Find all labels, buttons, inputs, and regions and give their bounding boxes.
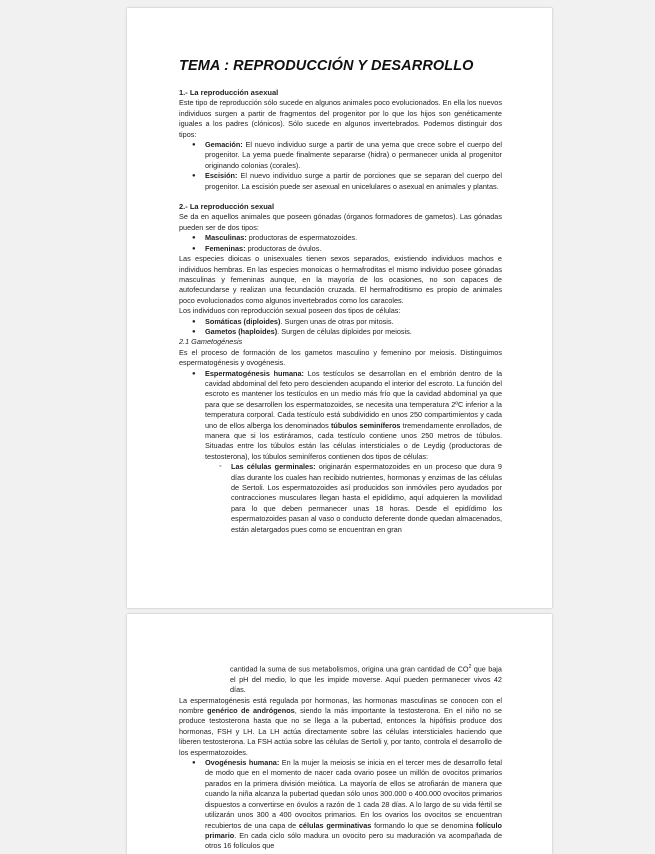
term: Somáticas (diploides) <box>205 316 281 326</box>
list-item <box>205 758 502 852</box>
paragraph: Se da en aquellos animales que poseen gónadas (órganos formadores de gametos). Las gónadas pueden ser de dos tipos: <box>179 212 502 232</box>
superscript: 2 <box>468 664 472 670</box>
paragraph <box>179 696 502 758</box>
definition: . Surgen unas de otras por mitosis. <box>280 316 394 326</box>
text: cantidad la suma de sus metabolismos, origina una gran cantidad de CO <box>230 664 469 674</box>
definition: productoras de espermatozoides. <box>246 233 358 243</box>
list-item <box>205 369 502 536</box>
subsection-heading: 2.1 Gametogénesis <box>179 337 243 347</box>
definition: originarán espermatozoides en un proceso que dura 9 días durante los cuales han recibido nutrientes, hormonas y enzimas de las células de Sertoli. Los espermatozoides así producidos son inmóviles pero ayudados por contracciones musculares llegan hasta el epidídimo, aquí adquieren la movilidad para lo que deben permanecer unas 18 horas. Desde el epidídimo los espermatozoides pasan al vaso o conducto deferente donde quedan almacenados, están aletargados pues como se encuentran en gran <box>231 462 502 534</box>
text: que baja el pH del medio, lo que les impide moverse. Aquí pueden permanecer vivos 42 días. <box>230 664 502 695</box>
term: Femeninas: <box>205 243 246 253</box>
paragraph: Este tipo de reproducción sólo sucede en algunos animales poco evolucionados. En ella los nuevos individuos surgen a partir de fragmentos del progenitor por lo que los hijos son genéticamente iguales a los padres (clónicos). Sólo sucede en algunos invertebrados. Podemos distinguir dos tipos: <box>179 98 502 139</box>
list-item <box>205 244 502 254</box>
definition: . En cada ciclo sólo madura un ovocito pero su maduración va acompañada de otros 16 folículos que <box>205 830 502 851</box>
term: Gemación: <box>205 140 243 150</box>
sub-list <box>205 462 502 535</box>
paragraph: Las especies dioicas o unisexuales tienen sexos separados, existiendo individuos machos e individuos hembras. En las especies monoicas o hermafroditas el mismo individuo posee gónadas masculinas y femeninas aunque, en la mayoría de los ocasiones, no son capaces de autofecundarse y realizan una fecundación cruzada. El hermafroditismo es propio de animales poco evolucionados como algunos invertebrados como los caracoles. <box>179 254 502 305</box>
text: , siendo la más importante la testosterona. En el niño no se produce testosterona hasta que no se llega a la pubertad, entonces la hipófisis produce dos hormonas, FSH y LH. La LH actúa directamente sobre las células intersticiales haciendo que liberen testosterona. La FSH actúa sobre las células de Sertoli y, por tanto, controla el desarrollo de los espermatozoides. <box>179 706 502 757</box>
term: genérico de andrógenos <box>207 706 295 716</box>
document-page-2 <box>127 614 552 854</box>
term: células germinativas <box>298 820 372 830</box>
term: Masculinas: <box>205 233 247 243</box>
definition: El nuevo individuo surge a partir de porciones que se separan del cuerpo del progenitor. La escisión puede ser asexual en unicelulares o asexual en animales y plantas. <box>205 171 502 191</box>
page-title: TEMA : REPRODUCCIÓN Y DESARROLLO <box>179 58 474 74</box>
term: Escisión: <box>205 171 238 181</box>
paragraph-continuation <box>179 662 502 696</box>
term: Gametos (haploides) <box>205 326 278 336</box>
definition: tremendamente enrollados, de manera que si los estiráramos, cada testículo contiene unos 250 metros de túbulos. Situadas entre los túbulos están las células intersticiales o de Leydig (productoras de testosterona), los túbulos seminíferos contienen dos tipos de células: <box>205 420 502 461</box>
definition: . Surgen de células diploides por meiosis. <box>277 326 412 336</box>
bullet-list <box>179 317 502 338</box>
term: Espermatogénesis humana: <box>205 368 304 378</box>
bullet-list <box>179 758 502 852</box>
section-heading-asexual: 1.- La reproducción asexual <box>179 88 279 97</box>
list-item <box>205 171 502 192</box>
term: Las células germinales: <box>231 462 316 472</box>
list-item <box>205 317 502 327</box>
bullet-list <box>179 369 502 536</box>
definition: Los testículos se desarrollan en el embrión dentro de la cavidad abdominal del feto pero descienden acupando el interior del escroto. La función del escroto es mantener los testículos en un medio más frío que la cavidad abdominal ya que para que se desarrollen los espermatozoides, se necesita una temperatura 2ºC inferior a la temperatura corporal. Cada testículo está subdividido en unos 250 compartimientos y cada uno de ellos alberga los denominados <box>205 368 503 430</box>
definition: En la mujer la meiosis se inicia en el tercer mes de desarrollo fetal de modo que en el momento de nacer cada ovario posee un millón de ovocitos primarios parados en la primera división meiótica. La mayoría de ellos se atrofiarán de manera que cuando la niña alcanza la pubertad quedan sólo unos 300.000 o 400.000 ovocitos primarios dispuestos a convertirse en óvulos a razón de 1 cada 28 días. A lo largo de su vida fértil se utilizarán unos 300 a 400 ovocitos primarios. En los ovarios los ovocitos se encuentran recubiertos de una capa de <box>205 758 502 830</box>
definition: formando lo que se denomina <box>371 820 477 830</box>
bullet-list <box>179 233 502 254</box>
paragraph: Los individuos con reproducción sexual poseen dos tipos de células: <box>179 306 401 316</box>
term: Ovogénesis humana: <box>205 758 280 768</box>
list-item <box>205 327 502 337</box>
paragraph: Es el proceso de formación de los gametos masculino y femenino por meiosis. Distinguimos espermatogénesis y ovogénesis. <box>179 347 502 368</box>
definition: El nuevo individuo surge a partir de una yema que crece sobre el cuerpo del progenitor. La yema puede finalmente separarse (hidra) o permanecer unida al progenitor originando colonias (corales). <box>205 140 502 170</box>
text: La espermatogénesis está regulada por hormonas, las hormonas masculinas se conocen con el nombre <box>179 695 502 716</box>
list-item <box>205 140 502 171</box>
section-heading-sexual: 2.- La reproducción sexual <box>179 202 275 212</box>
list-item <box>205 233 502 243</box>
list-item <box>231 462 502 535</box>
term: túbulos seminíferos <box>330 420 401 430</box>
term: folículo primario <box>205 820 502 840</box>
document-page-1 <box>127 8 552 608</box>
bullet-list <box>179 140 502 192</box>
definition: productoras de óvulos. <box>245 243 322 253</box>
